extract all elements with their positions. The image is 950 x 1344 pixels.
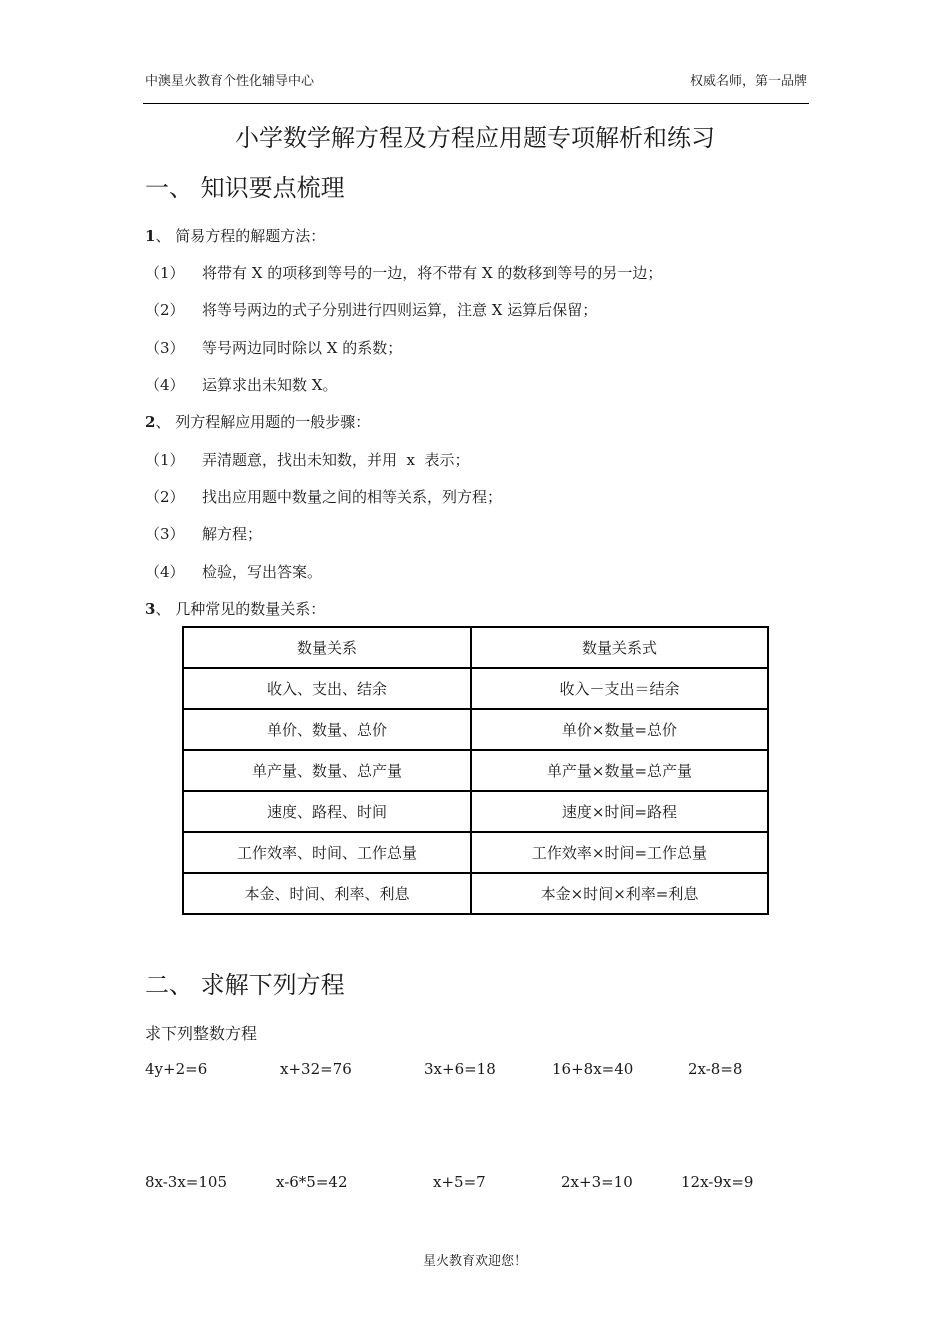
- table-cell: 收入－支出＝结余: [471, 668, 768, 709]
- equation: x+5=7: [433, 1173, 486, 1191]
- footer-text: 星火教育欢迎您！: [422, 1254, 527, 1269]
- table-cell: 本金、时间、利率、利息: [183, 873, 471, 914]
- part3-label: 、 几种常见的数量关系：: [155, 600, 326, 618]
- part1-heading: [145, 225, 325, 246]
- table-cell: 速度、路程、时间: [183, 791, 471, 832]
- quantity-relations-table: [182, 626, 769, 915]
- part2-heading: [145, 411, 370, 432]
- step-number: （1）: [145, 451, 185, 469]
- step-text: 检验，写出答案。: [202, 563, 323, 581]
- table-row: [183, 709, 768, 750]
- table-cell: 单价×数量=总价: [471, 709, 768, 750]
- part1-step: [145, 299, 597, 320]
- step-number: （2）: [145, 488, 185, 506]
- document-title: 小学数学解方程及方程应用题专项解析和练习: [235, 124, 715, 152]
- table-row: [183, 873, 768, 914]
- table-cell: 工作效率×时间=工作总量: [471, 832, 768, 873]
- part1-label: 、 简易方程的解题方法：: [155, 227, 326, 245]
- equation: 2x+3=10: [561, 1173, 633, 1191]
- step-text: 将等号两边的式子分别进行四则运算，注意 X 运算后保留；: [202, 301, 598, 319]
- table-row: [183, 750, 768, 791]
- table-cell: 单产量×数量=总产量: [471, 750, 768, 791]
- table-header-cell: 数量关系: [183, 627, 471, 668]
- section-heading-equations: 二、 求解下列方程: [145, 971, 345, 999]
- equation: x-6*5=42: [276, 1173, 348, 1191]
- exercise-subheading: 求下列整数方程: [145, 1024, 258, 1043]
- part1-step: [145, 374, 337, 395]
- equation: 8x-3x=105: [145, 1173, 228, 1191]
- part1-number: 1: [145, 227, 156, 245]
- step-number: （4）: [145, 563, 185, 581]
- part2-step: [145, 561, 322, 582]
- step-text: 弄清题意，找出未知数，并用 x 表示；: [202, 451, 470, 469]
- part2-step: [145, 523, 262, 544]
- step-number: （1）: [145, 264, 185, 282]
- equation: x+32=76: [280, 1060, 352, 1078]
- table-cell: 单产量、数量、总产量: [183, 750, 471, 791]
- table-row: [183, 791, 768, 832]
- step-text: 等号两边同时除以 X 的系数；: [202, 339, 403, 357]
- table-header-cell: 数量关系式: [471, 627, 768, 668]
- equation: 3x+6=18: [424, 1060, 496, 1078]
- part2-step: [145, 449, 470, 470]
- table-row: [183, 832, 768, 873]
- part2-label: 、 列方程解应用题的一般步骤：: [155, 413, 371, 431]
- part2-number: 2: [145, 413, 156, 431]
- part2-step: [145, 486, 502, 507]
- header-left-text: 中澳星火教育个性化辅导中心: [145, 74, 315, 89]
- equation: 16+8x=40: [552, 1060, 634, 1078]
- step-number: （4）: [145, 376, 185, 394]
- step-text: 运算求出未知数 X。: [202, 376, 338, 394]
- part3-heading: [145, 598, 325, 619]
- step-number: （3）: [145, 339, 185, 357]
- step-text: 将带有 X 的项移到等号的一边，将不带有 X 的数移到等号的另一边；: [202, 264, 663, 282]
- header-divider: [143, 103, 809, 104]
- table-cell: 本金×时间×利率=利息: [471, 873, 768, 914]
- table-cell: 单价、数量、总价: [183, 709, 471, 750]
- step-text: 找出应用题中数量之间的相等关系，列方程；: [202, 488, 503, 506]
- part3-number: 3: [145, 600, 156, 618]
- table-cell: 速度×时间=路程: [471, 791, 768, 832]
- equation: 4y+2=6: [145, 1060, 208, 1078]
- step-number: （2）: [145, 301, 185, 319]
- part1-step: [145, 337, 402, 358]
- header-right-text: 权威名师，第一品牌: [689, 74, 807, 89]
- table-row: [183, 668, 768, 709]
- table-cell: 工作效率、时间、工作总量: [183, 832, 471, 873]
- part1-step: [145, 262, 662, 283]
- equation: 12x-9x=9: [681, 1173, 754, 1191]
- table-cell: 收入、支出、结余: [183, 668, 471, 709]
- equation: 2x-8=8: [688, 1060, 743, 1078]
- section-heading-knowledge: 一、 知识要点梳理: [145, 174, 345, 202]
- step-number: （3）: [145, 525, 185, 543]
- step-text: 解方程；: [202, 525, 263, 543]
- table-header-row: [183, 627, 768, 668]
